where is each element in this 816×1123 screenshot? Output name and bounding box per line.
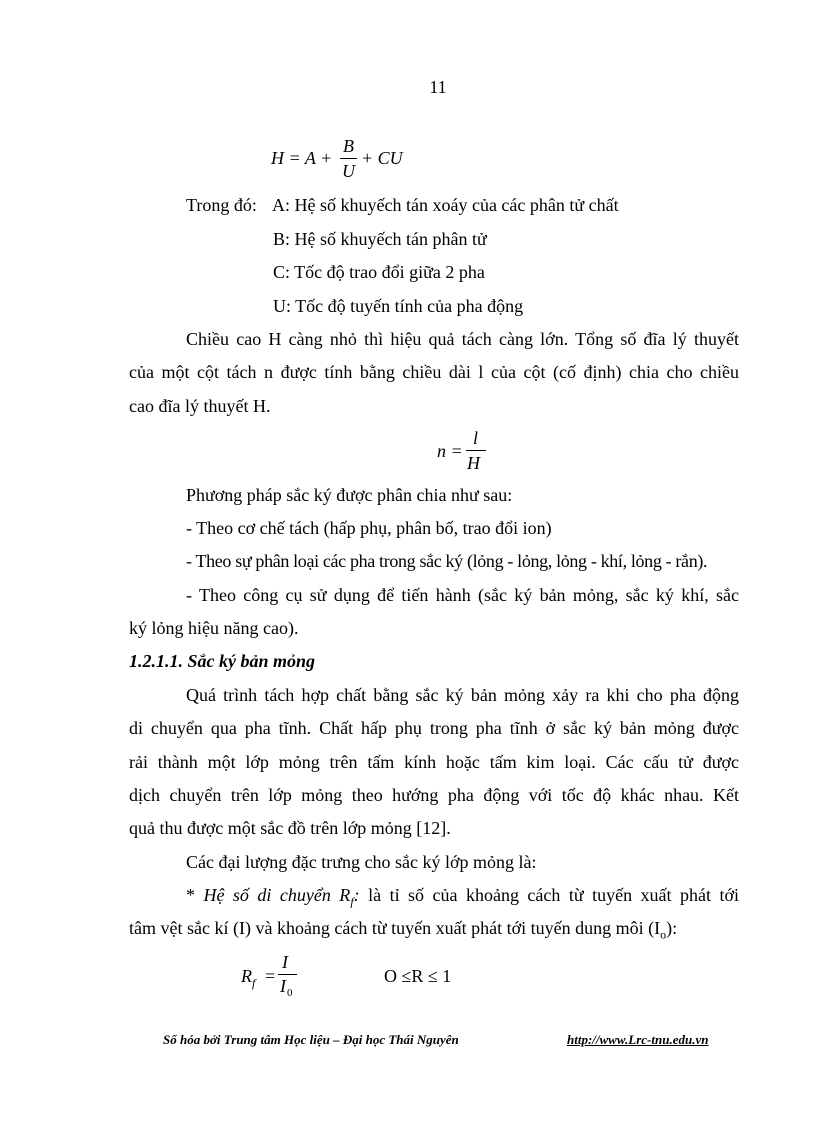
equation-rf-fraction-bar	[278, 974, 297, 975]
equation-rf-numerator: I	[282, 952, 288, 972]
equation-rf-denominator-subscript: 0	[287, 987, 293, 999]
rf-term-subscript: f	[350, 894, 354, 909]
paragraph-height-line-2: của một cột tách n được tính bằng chiều dài l của cột (cố định) chia cho chiều	[129, 362, 739, 382]
paragraph-rf-line-2-text: tâm vệt sắc kí (I) và khoảng cách từ tuyến xuất phát tới tuyến dung môi (I	[129, 918, 661, 938]
definition-a: A: Hệ số khuyếch tán xoáy của các phân tử chất	[272, 195, 619, 215]
equation-n-lhs: n =	[437, 441, 463, 461]
equation-rf-lhs-subscript: f	[252, 976, 256, 990]
section-heading: 1.2.1.1. Sắc ký bản mỏng	[129, 651, 316, 671]
equation-rf-equals: =	[265, 966, 276, 986]
equation-n-fraction-bar	[466, 450, 486, 451]
paragraph-rf-rest: là tỉ số của khoảng cách từ tuyến xuất phát tới	[359, 885, 739, 905]
paragraph-tlc-line-3: rải thành một lớp mỏng trên tấm kính hoặc tấm kim loại. Các cấu tử được	[129, 752, 739, 772]
paragraph-rf-line-2	[129, 918, 677, 945]
paragraph-tlc-line-4: dịch chuyển trên lớp mỏng theo hướng pha động với tốc độ khác nhau. Kết	[129, 785, 739, 805]
equation-h-denominator: U	[342, 161, 355, 181]
paragraph-height-line-3: cao đĩa lý thuyết H.	[129, 396, 271, 416]
definition-c: C: Tốc độ trao đổi giữa 2 pha	[273, 262, 485, 282]
paragraph-height-line-1: Chiều cao H càng nhỏ thì hiệu quả tách càng lớn. Tổng số đĩa lý thuyết	[186, 329, 739, 349]
methods-intro: Phương pháp sắc ký được phân chia như sau:	[186, 485, 513, 505]
equation-rf-denominator: I	[280, 976, 286, 996]
equation-n-numerator: l	[473, 428, 479, 448]
page-number: 11	[429, 77, 447, 97]
paragraph-rf-line-2-subscript: o	[660, 927, 667, 942]
definitions-intro: Trong đó:	[186, 195, 257, 215]
footer-credit: Số hóa bởi Trung tâm Học liệu – Đại học Thái Nguyên	[163, 1032, 459, 1047]
paragraph-tlc-line-1: Quá trình tách hợp chất bằng sắc ký bản mỏng xảy ra khi cho pha động	[186, 685, 739, 705]
footer-link[interactable]: http://www.Lrc-tnu.edu.vn	[567, 1032, 709, 1047]
paragraph-tlc-line-2: di chuyển qua pha tĩnh. Chất hấp phụ trong pha tĩnh ở sắc ký bản mỏng được	[129, 718, 739, 738]
paragraph-quantities: Các đại lượng đặc trưng cho sắc ký lớp mỏng là:	[186, 852, 537, 872]
rf-term: Hệ số di chuyển R	[203, 885, 351, 905]
equation-h-numerator: B	[343, 136, 354, 156]
method-3-line-1: - Theo công cụ sử dụng để tiến hành (sắc ký bản mỏng, sắc ký khí, sắc	[186, 585, 739, 605]
paragraph-rf-line-1	[186, 885, 739, 912]
equation-rf-lhs: R	[241, 966, 252, 986]
method-1: - Theo cơ chế tách (hấp phụ, phân bố, trao đổi ion)	[186, 518, 552, 538]
paragraph-rf-line-2-end: ):	[666, 918, 678, 938]
method-3-line-2: ký lỏng hiệu năng cao).	[129, 618, 299, 638]
equation-rf-range: O ≤R ≤ 1	[384, 966, 452, 986]
definition-b: B: Hệ số khuyếch tán phân tử	[273, 229, 487, 249]
equation-h-lhs: H = A +	[271, 148, 333, 168]
paragraph-rf-star: *	[186, 885, 204, 905]
equation-h-fraction-bar	[340, 158, 357, 159]
equation-n-denominator: H	[467, 453, 480, 473]
method-2: - Theo sự phân loại các pha trong sắc ký (lỏng - lỏng, lỏng - khí, lỏng - rắn).	[186, 551, 708, 571]
paragraph-tlc-line-5: quả thu được một sắc đồ trên lớp mỏng [12].	[129, 818, 451, 838]
definition-u: U: Tốc độ tuyến tính của pha động	[273, 296, 524, 316]
rf-term-colon: :	[353, 885, 360, 905]
equation-h-rhs: + CU	[361, 148, 403, 168]
